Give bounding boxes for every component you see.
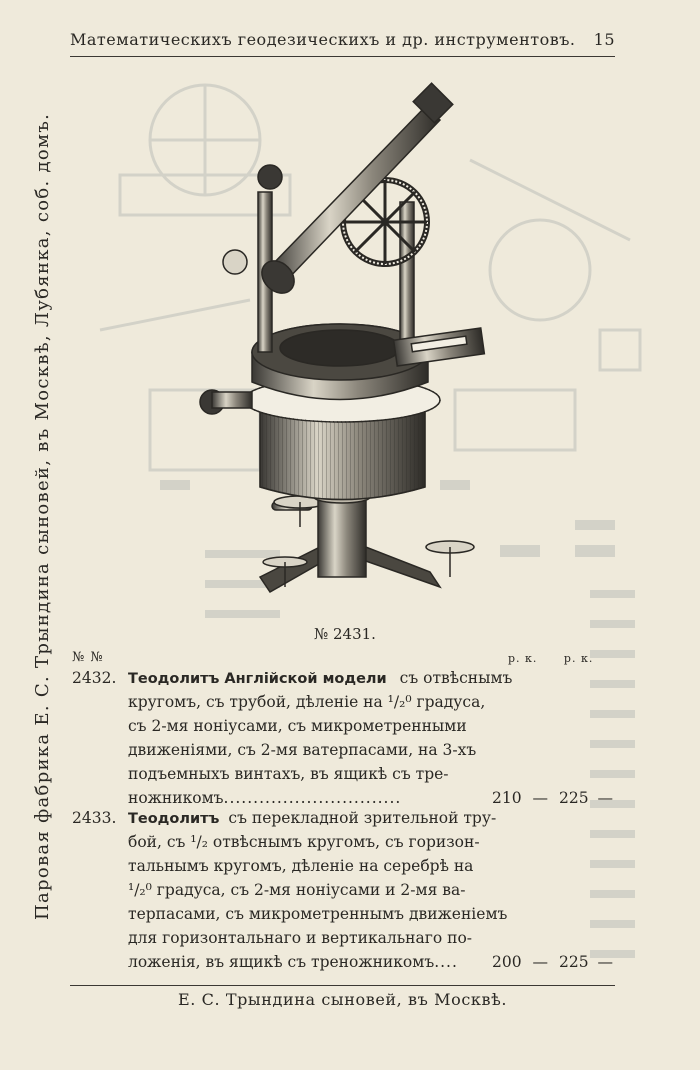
entry-line: для горизонтальнаго и вертикальнаго по- (128, 929, 473, 947)
entry-line: движеніями, съ 2-мя ватерпасами, на 3-хъ (128, 741, 477, 759)
running-header (70, 30, 615, 49)
price-dash: — (532, 953, 549, 971)
footer-rule (70, 985, 615, 986)
price-1: 210 (492, 789, 522, 807)
entry-name: Теодолитъ (128, 811, 220, 827)
entry-text: ложенія, въ ящикѣ съ треножникомъ (128, 953, 435, 971)
entry-number: 2433. (72, 809, 117, 827)
entry-line: ¹/₂⁰ градуса, съ 2-мя ноніусами и 2-мя ва- (128, 881, 466, 899)
price-dash: — (532, 789, 549, 807)
entry-text: ножникомъ (128, 789, 224, 807)
entry-text: съ отвѣснымъ (399, 669, 513, 687)
header-title: Математическихъ геодезическихъ и др. инструментовъ. (70, 30, 576, 49)
entry-line (128, 950, 458, 974)
entry-prices (492, 786, 613, 810)
entry-prices (492, 950, 613, 974)
price-dash-2: — (597, 789, 613, 807)
price-2: 225 (558, 789, 589, 807)
column-header-number: № № (72, 650, 104, 665)
entry-name: Теодолитъ (128, 671, 220, 687)
entry-line: подъемныхъ винтахъ, въ ящикѣ съ тре- (128, 765, 449, 783)
figure-caption: № 2431. (314, 625, 376, 643)
entry-line (128, 806, 496, 831)
price-1: 200 (492, 953, 522, 971)
vertical-imprint: Паровая фабрика Е. С. Трындина сыновей, въ Москвѣ, Лубянка, соб. домъ. (32, 112, 53, 920)
entry-text: съ перекладной зрительной тру- (228, 809, 497, 827)
column-header-currency-2: р. к. (563, 652, 594, 665)
column-header-prices (508, 652, 593, 665)
header-rule (70, 56, 615, 57)
entry-line: съ 2-мя ноніусами, съ микрометренными (128, 717, 467, 735)
theodolite-illustration (190, 82, 500, 617)
price-dash-2: — (597, 953, 613, 971)
entry-line (128, 666, 512, 691)
entry-line: терпасами, съ микрометреннымъ движеніемъ (128, 905, 508, 923)
leader-dots: .............................. (223, 789, 402, 807)
entry-line: кругомъ, съ трубой, дѣленіе на ¹/₂⁰ градуса, (128, 693, 486, 711)
entry-line: тальнымъ кругомъ, дѣленіе на серебрѣ на (128, 857, 474, 875)
entry-name-suffix: Англійской модели (224, 671, 387, 687)
leader-dots: .... (434, 953, 458, 971)
page-footer: Е. С. Трындина сыновей, въ Москвѣ. (177, 990, 508, 1009)
page-number: 15 (593, 30, 615, 49)
column-header-currency-1: р. к. (508, 652, 538, 665)
entry-line: бой, съ ¹/₂ отвѣснымъ кругомъ, съ горизон- (128, 833, 480, 851)
entry-number: 2432. (72, 669, 117, 687)
price-2: 225 (558, 953, 589, 971)
